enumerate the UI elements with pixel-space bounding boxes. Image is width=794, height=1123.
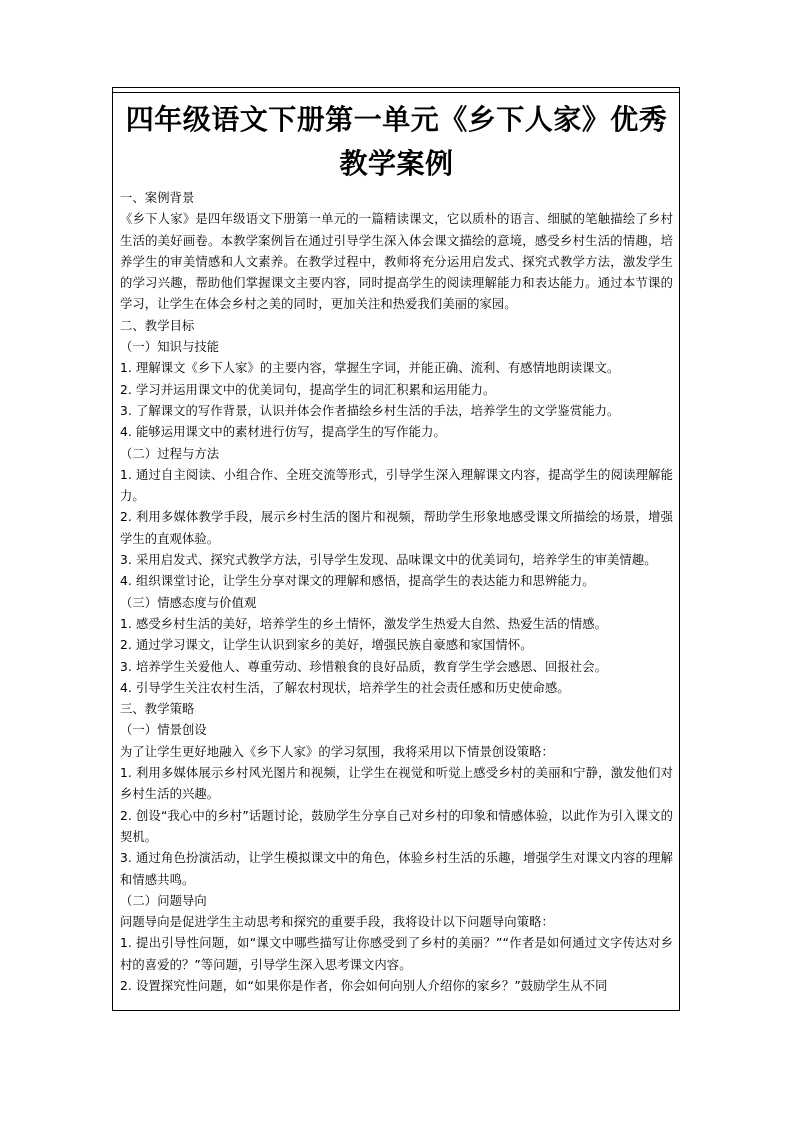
paragraph: 3. 通过角色扮演活动，让学生模拟课文中的角色，体验乡村生活的乐趣，增强学生对课文内容的理解和情感共鸣。 [120, 851, 673, 887]
paragraph: （二）过程与方法 [120, 446, 220, 461]
paragraph: 1. 感受乡村生活的美好，培养学生的乡土情怀，激发学生热爱大自然、热爱生活的情感。 [120, 616, 608, 631]
paragraph: 2. 通过学习课文，让学生认识到家乡的美好，增强民族自豪感和家国情怀。 [120, 638, 533, 653]
paragraph: 3. 培养学生关爱他人、尊重劳动、珍惜粮食的良好品质，教育学生学会感恩、回报社会。 [120, 659, 608, 674]
paragraph: 问题导向是促进学生主动思考和探究的重要手段，我将设计以下问题导向策略： [120, 915, 554, 930]
paragraph: 4. 组织课堂讨论，让学生分享对课文的理解和感悟，提高学生的表达能力和思辨能力。 [120, 574, 595, 589]
top-rule [113, 92, 679, 93]
paragraph-list [120, 188, 673, 997]
paragraph: 2. 学习并运用课文中的优美词句，提高学生的词汇积累和运用能力。 [120, 382, 496, 397]
paragraph: 1. 利用多媒体展示乡村风光图片和视频，让学生在视觉和听觉上感受乡村的美丽和宁静，激发他们对乡村生活的兴趣。 [120, 766, 673, 802]
paragraph: 三、教学策略 [120, 702, 195, 717]
paragraph: （三）情感态度与价值观 [120, 595, 257, 610]
document-title: 四年级语文下册第一单元《乡下人家》优秀教学案例 [125, 103, 668, 180]
paragraph: 为了让学生更好地融入《乡下人家》的学习氛围，我将采用以下情景创设策略： [120, 744, 554, 759]
paragraph: 2. 创设“我心中的乡村”话题讨论，鼓励学生分享自己对乡村的印象和情感体验，以此作为引入课文的契机。 [120, 808, 673, 844]
paragraph: 《乡下人家》是四年级语文下册第一单元的一篇精读课文，它以质朴的语言、细腻的笔触描绘了乡村生活的美好画卷。本教学案例旨在通过引导学生深入体会课文描绘的意境，感受乡村生活的情趣，培养学生的审美情感和人文素养。在教学过程中，教师将充分运用启发式、探究式教学方法，激发学生的学习兴趣，帮助他们掌握课文主要内容，同时提高学生的阅读理解能力和表达能力。通过本节课的学习，让学生在体会乡村之美的同时，更加关注和热爱我们美丽的家园。 [120, 212, 673, 312]
paragraph: 二、教学目标 [120, 318, 195, 333]
paragraph: 2. 利用多媒体教学手段，展示乡村生活的图片和视频，帮助学生形象地感受课文所描绘的场景，增强学生的直观体验。 [120, 510, 673, 546]
paragraph: 1. 提出引导性问题，如“课文中哪些描写让你感受到了乡村的美丽？”“作者是如何通过文字传达对乡村的喜爱的？”等问题，引导学生深入思考课文内容。 [120, 936, 673, 972]
paragraph: 3. 了解课文的写作背景，认识并体会作者描绘乡村生活的手法，培养学生的文学鉴赏能力。 [120, 403, 620, 418]
paragraph: （二）问题导向 [120, 893, 207, 908]
paragraph: 一、案例背景 [120, 191, 195, 205]
paragraph: 2. 设置探究性问题，如“如果你是作者，你会如何向别人介绍你的家乡？”鼓励学生从不同 [120, 978, 608, 993]
paragraph: 1. 通过自主阅读、小组合作、全班交流等形式，引导学生深入理解课文内容，提高学生的阅读理解能力。 [120, 467, 673, 504]
document-body [120, 98, 673, 997]
paragraph: （一）情景创设 [120, 723, 207, 738]
paragraph: 3. 采用启发式、探究式教学方法，引导学生发现、品味课文中的优美词句，培养学生的审美情趣。 [120, 553, 657, 568]
paragraph: 4. 引导学生关注农村生活，了解农村现状，培养学生的社会责任感和历史使命感。 [120, 680, 570, 695]
paragraph: （一）知识与技能 [120, 340, 220, 355]
paragraph: 1. 理解课文《乡下人家》的主要内容，掌握生字词，并能正确、流利、有感情地朗读课文。 [120, 361, 620, 376]
document-frame [112, 87, 680, 1011]
paragraph: 4. 能够运用课文中的素材进行仿写，提高学生的写作能力。 [120, 425, 446, 440]
